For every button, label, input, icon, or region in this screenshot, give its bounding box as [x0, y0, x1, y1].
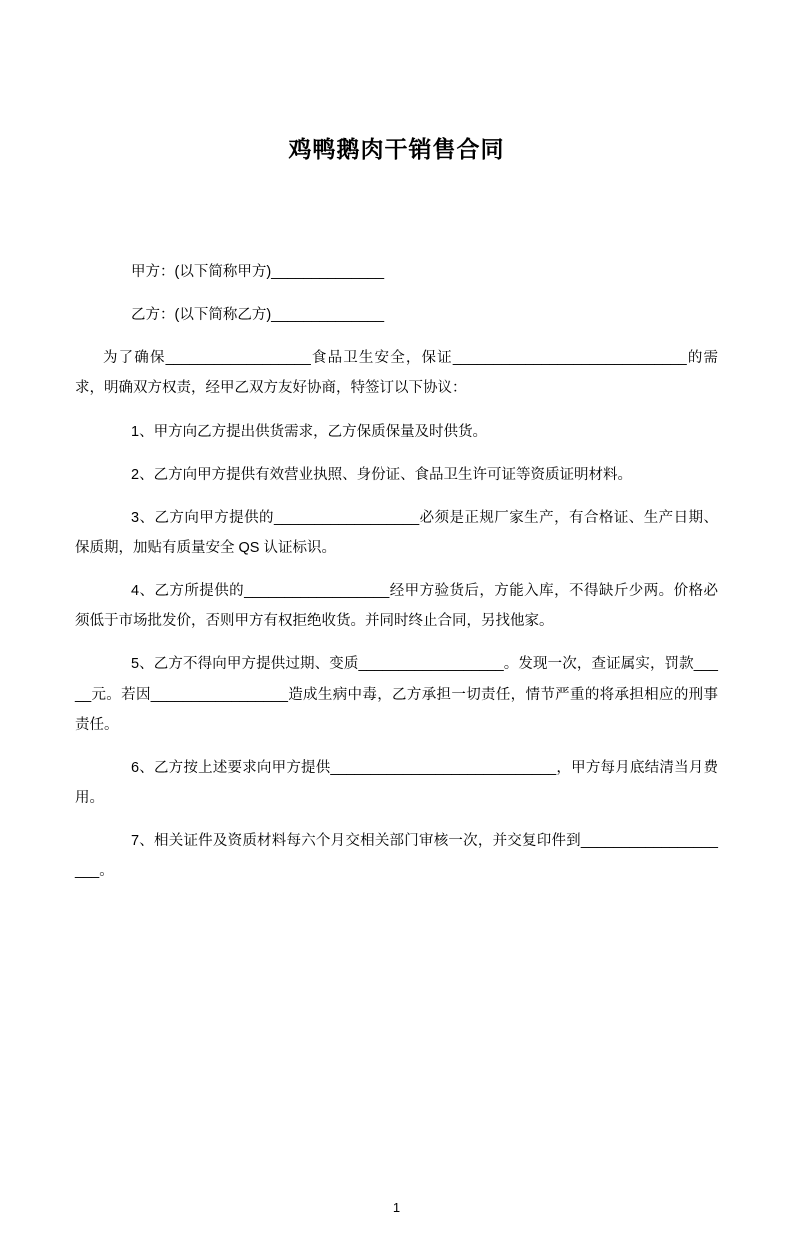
paragraph-clause-4: 4、乙方所提供的__________________经甲方验货后，方能入库，不得缺斤少两。价格必须低于市场批发价，否则甲方有权拒绝收货。并同时终止合同，另找他家。 [75, 583, 718, 630]
paragraph-clause-6: 6、乙方按上述要求向甲方提供____________________________，甲方每月底结清当月费用。 [75, 759, 718, 807]
paragraph-preamble: 为了确保__________________食品卫生安全，保证_____________________________的需求，明确双方权责，经甲乙双方友好协商，特签订以下协议： [75, 350, 718, 397]
document-body [75, 257, 718, 887]
page-title: 鸡鸭鹅肉干销售合同 [288, 136, 505, 162]
paragraph-clause-1: 1、甲方向乙方提出供货需求，乙方保质保量及时供货。 [131, 423, 488, 440]
paragraph-party-a: 甲方：(以下简称甲方)______________ [131, 263, 385, 280]
page-number: 1 [392, 1200, 401, 1215]
paragraph-clause-3: 3、乙方向甲方提供的__________________必须是正规厂家生产，有合格证、生产日期、保质期，加贴有质量安全 QS 认证标识。 [75, 509, 718, 556]
paragraph-clause-2: 2、乙方向甲方提供有效营业执照、身份证、食品卫生许可证等资质证明材料。 [131, 466, 633, 483]
paragraph-clause-7: 7、相关证件及资质材料每六个月交相关部门审核一次，并交复印件到____________________。 [75, 833, 718, 880]
document-page [0, 135, 793, 1257]
paragraph-party-b: 乙方：(以下简称乙方)______________ [131, 307, 385, 324]
paragraph-clause-5: 5、乙方不得向甲方提供过期、变质__________________。发现一次，查证属实，罚款_____元。若因_________________造成生病中毒，乙方承担一切责任，情节严重的将承担相应的刑事责任。 [75, 656, 718, 733]
